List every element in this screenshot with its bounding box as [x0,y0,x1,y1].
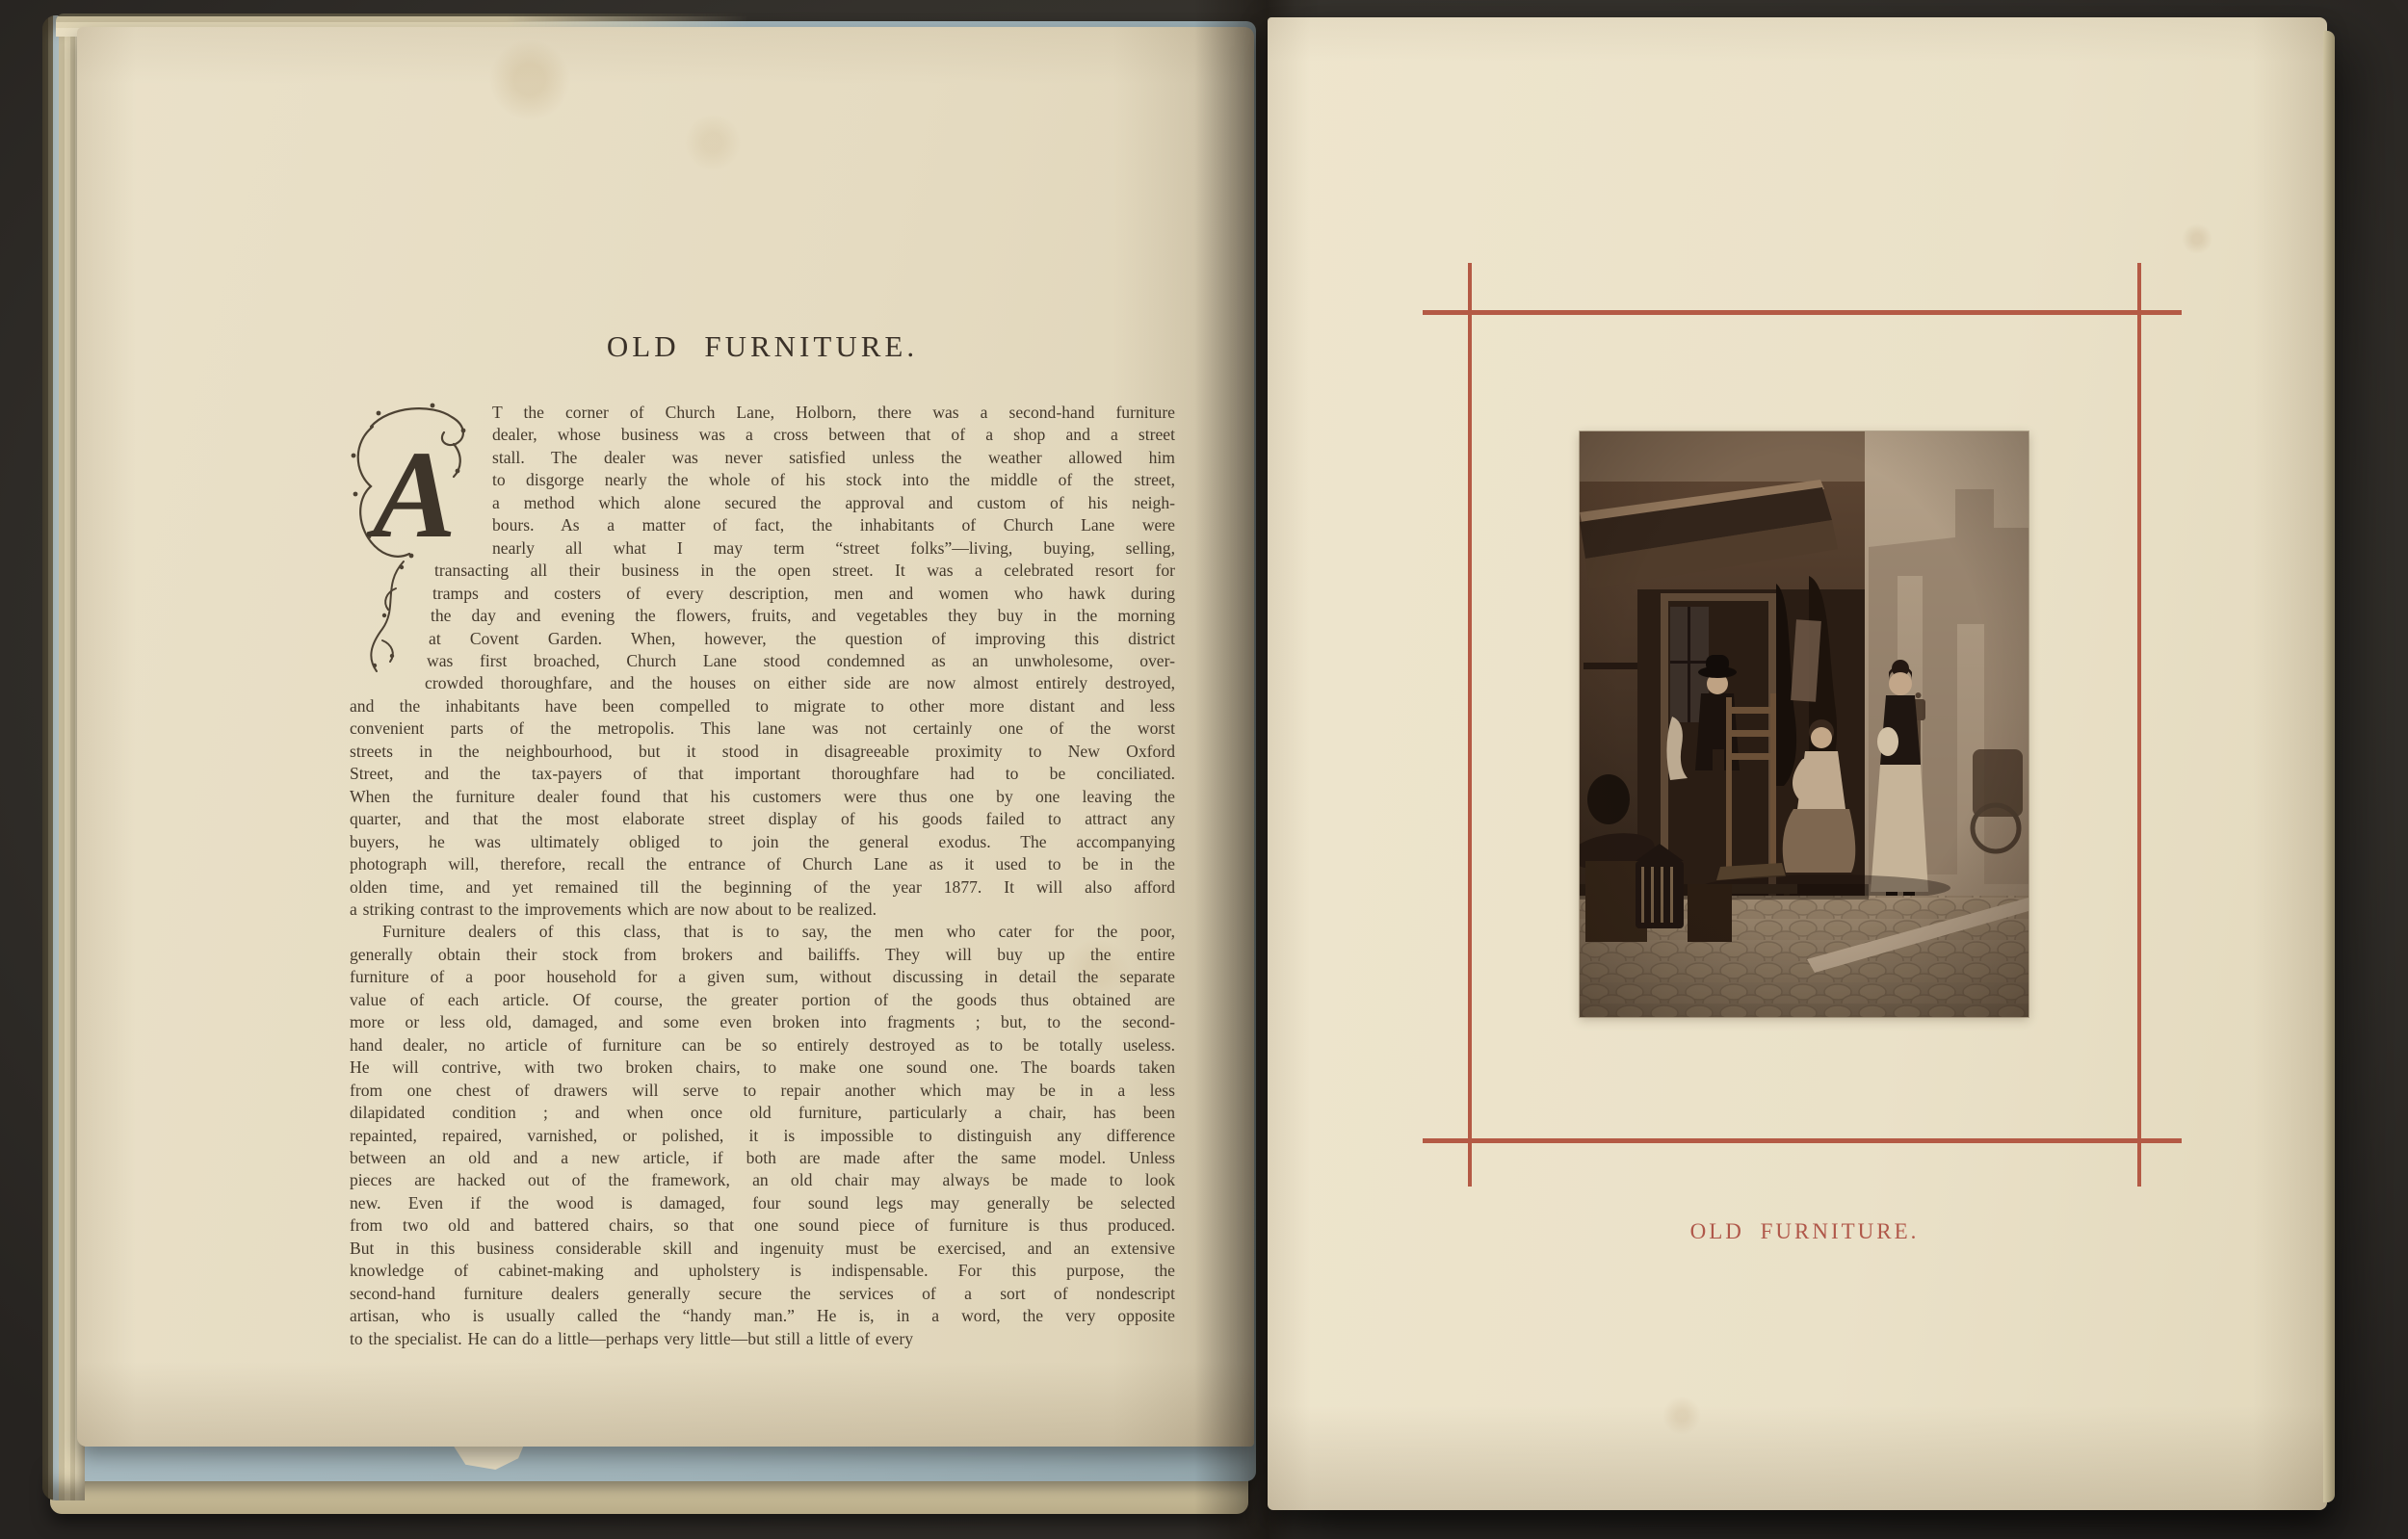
chapter-title: OLD FURNITURE. [606,329,919,363]
chapter-text [350,402,1175,1355]
text-line: from two old and battered chairs, so that one sound piece of furniture is thus produced. [350,1215,1175,1236]
text-line: knowledge of cabinet-making and upholstery is indispensable. For this purpose, the [350,1261,1175,1281]
text-line: tramps and costers of every description, men and women who hawk during [432,583,1175,603]
text-line: He will contrive, with two broken chairs, to make one sound one. The boards taken [350,1057,1175,1078]
plate-border-right [2137,263,2141,1187]
text-line: nearly all what I may term “street folks”—living, buying, selling, [492,537,1175,558]
text-line: But in this business considerable skill and ingenuity must be exercised, and an extensive [350,1238,1175,1258]
text-line: artisan, who is usually called the “handy man.” He is, in a word, the very opposite [350,1306,1175,1326]
text-line: T the corner of Church Lane, Holborn, there was a second-hand furniture [492,403,1175,422]
text-line: convenient parts of the metropolis. This lane was not certainly one of the worst [350,718,1175,739]
text-line: a method which alone secured the approval and custom of his neigh- [492,492,1175,512]
text-line: generally obtain their stock from brokers and bailiffs. They will buy up the entire [350,944,1175,964]
text-line: the day and evening the flowers, fruits, and vegetables they buy in the morning [431,606,1175,626]
paragraph-1 [350,402,1175,921]
text-line: new. Even if the wood is damaged, four sound legs may generally be selected [350,1192,1175,1213]
text-line: at Covent Garden. When, however, the question of improving this district [429,628,1175,648]
drop-cap-letter: A [373,426,457,564]
text-line: quarter, and that the most elaborate street display of his goods failed to attract any [350,809,1175,829]
text-line: from one chest of drawers will serve to repair another which may be in a less [350,1080,1175,1100]
text-line: Furniture dealers of this class, that is to say, the men who cater for the poor, [382,922,1175,942]
text-line: to the specialist. He can do a little—perhaps very little—but still a little of every [350,1328,913,1348]
text-line: repainted, repaired, varnished, or polished, it is impossible to distinguish any difference [350,1125,1175,1145]
text-line: photograph will, therefore, recall the entrance of Church Lane as it used to be in the [350,854,1175,874]
text-line: furniture of a poor household for a given sum, without discussing in detail the separate [350,967,1175,987]
text-line: a striking contrast to the improvements which are now about to be realized. [350,899,877,919]
page-edges-right [2323,31,2335,1502]
photograph [1580,431,2028,1017]
text-line: to disgorge nearly the whole of his stock into the middle of the street, [492,470,1175,490]
text-line: Street, and the tax-payers of that important thoroughfare had to be conciliated. [350,764,1175,784]
text-line: second-hand furniture dealers generally secure the services of a sort of nondescript [350,1283,1175,1303]
text-line: olden time, and yet remained till the beginning of the year 1877. It will also afford [350,876,1175,897]
text-line: was first broached, Church Lane stood condemned as an unwholesome, over- [427,650,1175,670]
text-line: buyers, he was ultimately obliged to join the general exodus. The accompanying [350,831,1175,851]
text-line: pieces are hacked out of the framework, an old chair may always be made to look [350,1170,1175,1190]
text-line: stall. The dealer was never satisfied unless the weather allowed him [492,447,1175,467]
plate-border-bottom [1423,1138,2182,1143]
plate-caption: OLD FURNITURE. [1689,1219,1920,1243]
text-line: between an old and a new article, if both are made after the same model. Unless [350,1147,1175,1167]
text-line: bours. As a matter of fact, the inhabitants of Church Lane were [492,515,1175,535]
text-line: dealer, whose business was a cross between that of a shop and a street [492,425,1175,445]
text-line: When the furniture dealer found that his customers were thus one by one leaving the [350,786,1175,806]
paragraph-2 [350,921,1175,1350]
text-line: and the inhabitants have been compelled to migrate to other more distant and less [350,695,1175,716]
text-line: crowded thoroughfare, and the houses on either side are now almost entirely destroyed, [425,673,1175,693]
plate-border-top [1423,310,2182,315]
right-page [1268,17,2327,1510]
text-line: transacting all their business in the open street. It was a celebrated resort for [433,561,1175,581]
text-line: streets in the neighbourhood, but it stood in disagreeable proximity to New Oxford [350,741,1175,761]
plate-border-left [1468,263,1472,1187]
text-line: value of each article. Of course, the greater portion of the goods thus obtained are [350,989,1175,1009]
text-line: dilapidated condition ; and when once old furniture, particularly a chair, has been [350,1103,1175,1123]
left-page [77,27,1254,1447]
text-line: more or less old, damaged, and some even broken into fragments ; but, to the second- [350,1012,1175,1032]
text-line: hand dealer, no article of furniture can be so entirely destroyed as to be totally useless. [350,1034,1175,1055]
